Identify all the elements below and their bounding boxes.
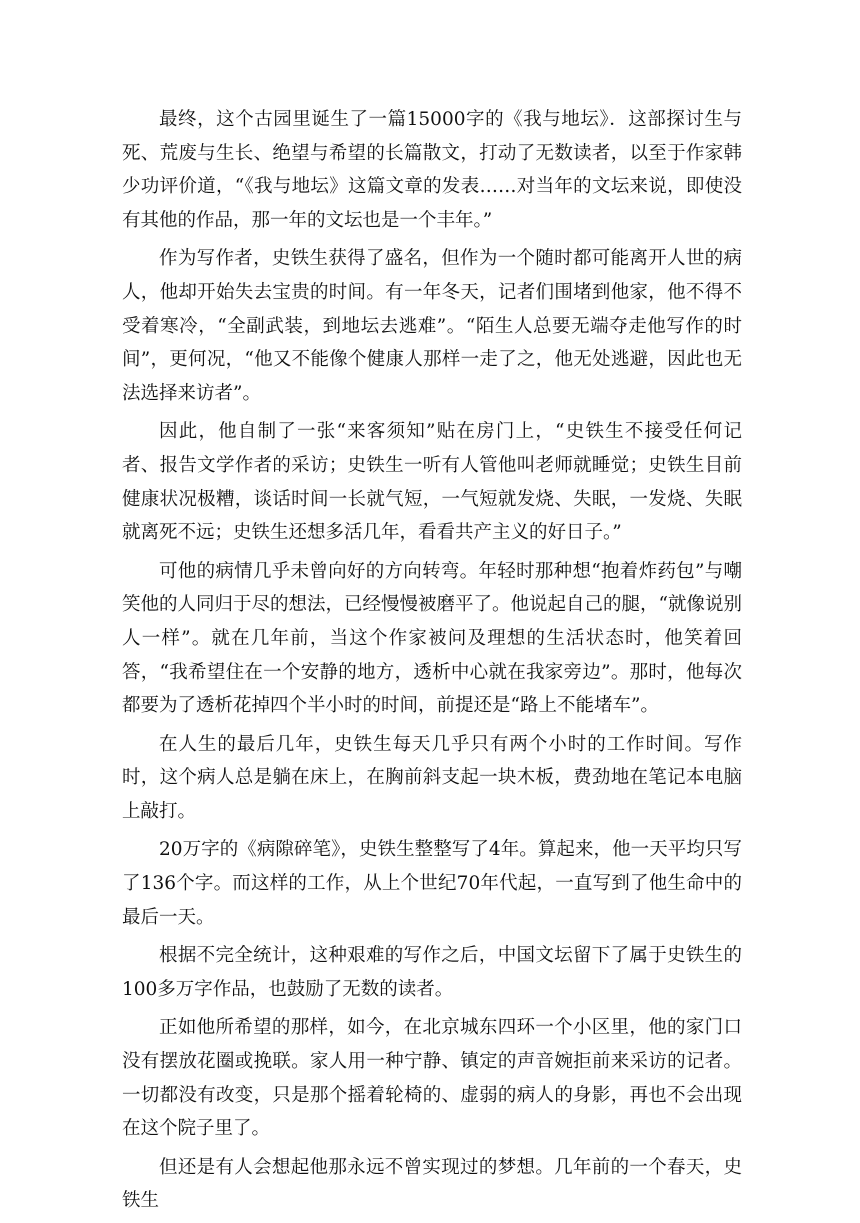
paragraph: 最终，这个古园里诞生了一篇15000字的《我与地坛》．这部探讨生与死、荒废与生长、绝望与希望的长篇散文，打动了无数读者，以至于作家韩少功评价道，“《我与地坛》这篇文章的发表……对当年的文坛来说，即使没有其他的作品，那一年的文坛也是一个丰年。” (122, 109, 742, 231)
article-body (122, 103, 742, 1223)
paragraph: 在人生的最后几年，史铁生每天几乎只有两个小时的工作时间。写作时，这个病人总是躺在床上，在胸前斜支起一块木板，费劲地在笔记本电脑上敲打。 (122, 733, 742, 822)
paragraph: 根据不完全统计，这种艰难的写作之后，中国文坛留下了属于史铁生的100多万字作品，也鼓励了无数的读者。 (122, 945, 742, 1000)
paragraph: 但还是有人会想起他那永远不曾实现过的梦想。几年前的一个春天，史铁生 (122, 1156, 742, 1212)
paragraph: 可他的病情几乎未曾向好的方向转弯。年轻时那种想“抱着炸药包”与嘲笑他的人同归于尽的想法，已经慢慢被磨平了。他说起自己的腿，“就像说别人一样”。就在几年前，当这个作家被问及理想的生活状态时，他笑着回答，“我希望住在一个安静的地方，透析中心就在我家旁边”。那时，他每次都要为了透析花掉四个半小时的时间，前提还是“路上不能堵车”。 (122, 560, 742, 717)
paragraph: 20万字的《病隙碎笔》，史铁生整整写了4年。算起来，他一天平均只写了136个字。而这样的工作，从上个世纪70年代起，一直写到了他生命中的最后一天。 (122, 839, 742, 928)
paragraph: 正如他所希望的那样，如今，在北京城东四环一个小区里，他的家门口没有摆放花圈或挽联。家人用一种宁静、镇定的声音婉拒前来采访的记者。一切都没有改变，只是那个摇着轮椅的、虚弱的病人的身影，再也不会出现在这个院子里了。 (122, 1017, 742, 1140)
paragraph: 因此，他自制了一张“来客须知”贴在房门上，“史铁生不接受任何记者、报告文学作者的采访；史铁生一听有人管他叫老师就睡觉；史铁生目前健康状况极糟，谈话时间一长就气短，一气短就发烧、失眠，一发烧、失眠就离死不远；史铁生还想多活几年，看看共产主义的好日子。” (122, 421, 742, 544)
paragraph: 作为写作者，史铁生获得了盛名，但作为一个随时都可能离开人世的病人，他却开始失去宝贵的时间。有一年冬天，记者们围堵到他家，他不得不受着寒冷，“全副武装，到地坛去逃难”。“陌生人总要无端夺走他写作的时间”，更何况，“他又不能像个健康人那样一走了之，他无处逃避，因此也无法选择来访者”。 (122, 248, 742, 404)
